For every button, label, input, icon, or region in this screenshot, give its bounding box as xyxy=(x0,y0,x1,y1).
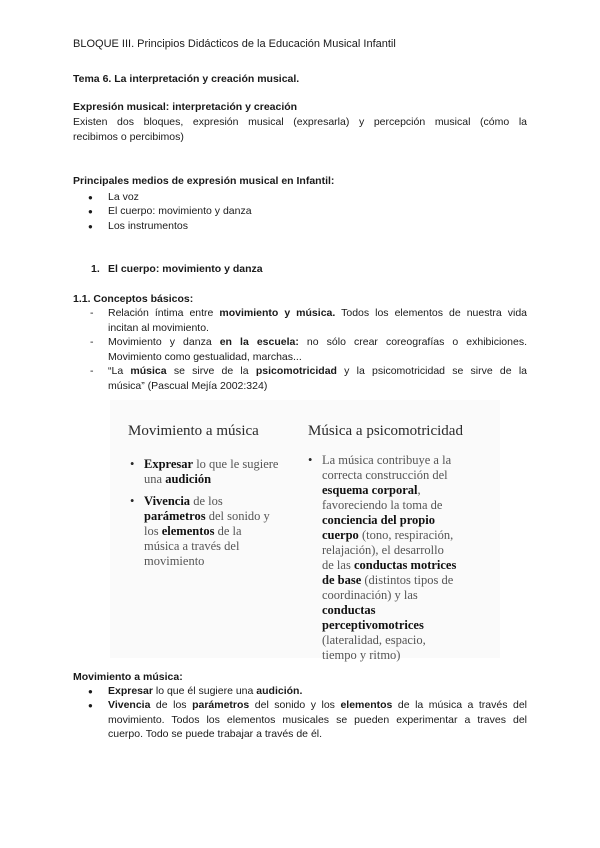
bold-span: cuerpo xyxy=(322,528,359,542)
figure-line xyxy=(322,483,498,498)
concepto-item-1 xyxy=(108,306,527,321)
text-span: lo que le sugiere xyxy=(193,457,279,471)
figure-right-item xyxy=(308,453,498,663)
list-item: ● El cuerpo: movimiento y danza xyxy=(108,204,252,219)
figure-line xyxy=(144,509,302,524)
concepto-item-2-line-2: Movimiento como gestualidad, marchas... xyxy=(108,351,302,363)
figure-line xyxy=(322,528,498,543)
bold-span: elementos xyxy=(161,524,215,538)
figure-line: correcta construcción del xyxy=(322,468,448,482)
bold-span: música xyxy=(130,365,167,377)
expresion-heading: Expresión musical: interpretación y creación xyxy=(73,101,298,113)
mov-musica-item-2-line-3: cuerpo. Todo se puede trabajar a través de él. xyxy=(108,728,323,740)
bold-span: conductas motrices xyxy=(353,558,457,572)
mov-musica-item-1 xyxy=(108,684,302,699)
figure-line: movimiento xyxy=(144,554,205,568)
concepto-item-3-line-2: música” (Pascual Mejía 2002:324) xyxy=(108,380,268,392)
list-item: ● La voz xyxy=(108,190,139,205)
text-span: de los xyxy=(190,494,223,508)
bold-span: parámetros xyxy=(144,509,206,523)
list-item: ● Los instrumentos xyxy=(108,219,188,234)
bold-span: Vivencia xyxy=(108,699,151,711)
bold-span: en la escuela: xyxy=(219,336,299,348)
figure-left-title: Movimiento a música xyxy=(128,423,259,439)
bold-span: perceptivomotrices xyxy=(322,618,424,632)
bold-span: elementos xyxy=(340,699,393,711)
text-span: , xyxy=(417,483,421,497)
figure-left-item-1 xyxy=(130,457,302,487)
figure-line: tiempo y ritmo) xyxy=(322,648,401,662)
text-span: del sonido y los xyxy=(249,699,341,711)
bold-span: psicomotricidad xyxy=(255,365,337,377)
figure-line: coordinación) y las xyxy=(322,588,418,602)
conceptos-heading: 1.1. Conceptos básicos: xyxy=(73,293,194,305)
figure-left-item-2 xyxy=(130,494,302,569)
text-span: no sólo crear coreografías o exhibiciones. xyxy=(298,336,527,348)
figure-line xyxy=(144,472,302,487)
bold-span: audición xyxy=(165,472,212,486)
figure-line xyxy=(144,524,302,539)
mov-musica-heading: Movimiento a música: xyxy=(73,671,183,683)
figure-line: relajación), el desarrollo xyxy=(322,543,444,557)
section-number: 1. xyxy=(91,263,100,275)
text-span: “La xyxy=(108,365,131,377)
bold-span: de base xyxy=(322,573,362,587)
figure-line xyxy=(322,603,498,618)
text-span: de la xyxy=(214,524,242,538)
bold-span: Vivencia xyxy=(144,494,191,508)
bold-span: Expresar xyxy=(144,457,194,471)
bold-span: movimiento y música. xyxy=(219,307,336,319)
figure-line xyxy=(144,457,302,472)
text-span: (distintos tipos de xyxy=(361,573,454,587)
text-span: los xyxy=(144,524,162,538)
text-span: se sirve de la xyxy=(166,365,256,377)
text-span: Todos los elementos de nuestra vida xyxy=(335,307,527,319)
text-span: lo que él sugiere una xyxy=(152,685,257,697)
concepto-item-3 xyxy=(108,364,527,379)
figure-right-column xyxy=(308,453,498,663)
section-title: El cuerpo: movimiento y danza xyxy=(108,263,263,275)
expresion-line-2: recibimos o percibimos) xyxy=(73,131,184,143)
text-span: de los xyxy=(150,699,193,711)
bold-span: conductas xyxy=(322,603,376,617)
expresion-line-1: Existen dos bloques, expresión musical (expresarla) y percepción musical (cómo la xyxy=(73,116,527,128)
figure-line xyxy=(322,573,498,588)
principales-heading: Principales medios de expresión musical en Infantil: xyxy=(73,175,335,187)
text-span: del sonido y xyxy=(205,509,270,523)
mov-musica-item-2-line-2: movimiento. Todos los elementos musicales se pueden experimentar a traves del xyxy=(108,714,527,726)
text-span: de las xyxy=(322,558,354,572)
concepto-item-1-line-2: incitan al movimiento. xyxy=(108,322,209,334)
figure-line xyxy=(322,513,498,528)
bold-span: parámetros xyxy=(192,699,250,711)
figure-line xyxy=(322,618,498,633)
concepto-item-2 xyxy=(108,335,527,350)
bold-span: audición. xyxy=(256,685,303,697)
figure-line: • La música contribuye a la xyxy=(322,453,452,467)
figure-line: música a través del xyxy=(144,539,240,553)
text-span: de la música a través del xyxy=(392,699,528,711)
bold-span: conciencia del propio xyxy=(322,513,435,527)
mov-musica-item-2 xyxy=(108,698,527,713)
text-span: (tono, respiración, xyxy=(358,528,454,542)
text-span: y la psicomotricidad se sirve de la xyxy=(336,365,528,377)
topic-title: Tema 6. La interpretación y creación musical. xyxy=(73,73,300,85)
bold-span: esquema corporal xyxy=(322,483,418,497)
text-span: Relación íntima entre xyxy=(108,307,220,319)
figure-line: favoreciendo la toma de xyxy=(322,498,443,512)
comparison-figure xyxy=(110,400,500,662)
page-header: BLOQUE III. Principios Didácticos de la Educación Musical Infantil xyxy=(73,38,396,50)
text-span: una xyxy=(144,472,166,486)
figure-left-column xyxy=(130,457,302,569)
text-span: Movimiento y danza xyxy=(108,336,220,348)
figure-line: (lateralidad, espacio, xyxy=(322,633,426,647)
bold-span: Expresar xyxy=(108,685,153,697)
figure-line xyxy=(144,494,302,509)
figure-line xyxy=(322,558,498,573)
figure-right-title: Música a psicomotricidad xyxy=(308,423,463,439)
